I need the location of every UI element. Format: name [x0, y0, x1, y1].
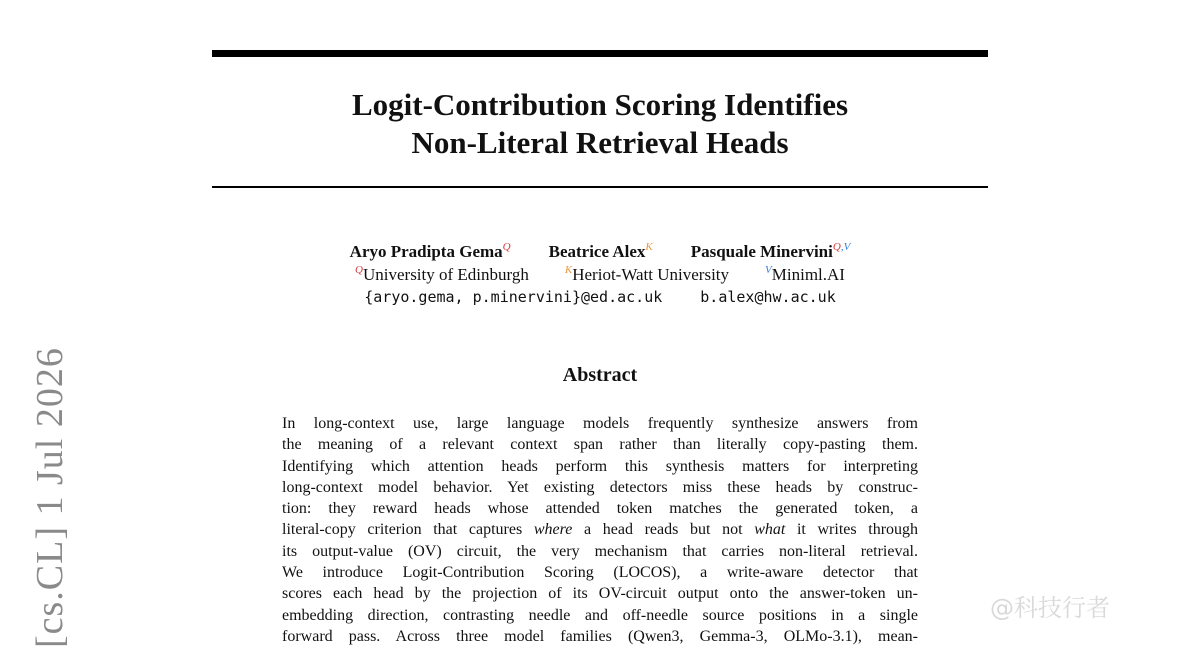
affil-mark: Q	[355, 264, 363, 276]
watermark: @科技行者	[990, 594, 1110, 622]
abstract-line: Identifying which attention heads perform this synthesis matters for interpreting	[282, 457, 918, 475]
author-name: Aryo Pradipta Gema	[349, 242, 503, 261]
abstract-line: long-context model behavior. Yet existing detectors miss these heads by construc-	[282, 478, 918, 496]
email: {aryo.gema, p.minervini}@ed.ac.uk	[364, 288, 663, 306]
abstract-line	[282, 519, 918, 540]
author-affil-mark-q: Q	[832, 241, 841, 253]
title-bottom-rule	[212, 186, 988, 188]
abstract-line: forward pass. Across three model families (Qwen3, Gemma-3, OLMo-3.1), mean-	[282, 627, 918, 645]
abstract-emphasis: what	[754, 521, 786, 539]
title-top-rule	[212, 50, 988, 57]
author-affil-mark: Q,V	[832, 241, 851, 253]
affiliations	[212, 263, 988, 286]
abstract-line: In long-context use, large language models frequently synthesize answers from	[282, 415, 918, 432]
author-name: Beatrice Alex	[548, 242, 646, 261]
affil-mark: V	[765, 264, 772, 276]
abstract-line: We introduce Logit-Contribution Scoring (LOCOS), a write-aware detector that	[282, 564, 918, 582]
author-affil-mark: K	[645, 241, 653, 253]
abstract-line: the meaning of a relevant context span rather than literally copy-pasting them.	[282, 436, 918, 454]
abstract-text-run: it writes through	[785, 521, 919, 539]
abstract-text-run: a head reads but not	[572, 521, 755, 539]
affiliation: Heriot-Watt University	[572, 265, 730, 284]
abstract-heading: Abstract	[562, 364, 638, 386]
abstract-text-run: literal-copy criterion that captures	[282, 521, 534, 539]
affil-mark: K	[564, 264, 573, 276]
abstract-line: scores each head by the projection of its OV-circuit output onto the answer-token un-	[282, 585, 918, 603]
abstract-line: embedding direction, contrasting needle and off-needle source positions in a single	[282, 606, 918, 624]
author-affil-mark: Q	[502, 241, 511, 253]
author-names	[212, 240, 988, 263]
email: b.alex@hw.ac.uk	[700, 288, 836, 306]
abstract-line: its output-value (OV) circuit, the very mechanism that carries non-literal retrieval.	[282, 542, 918, 560]
title-line: Logit-Contribution Scoring Identifies	[351, 87, 849, 122]
abstract-text	[282, 413, 918, 647]
title-line: Non-Literal Retrieval Heads	[411, 125, 789, 160]
author-block	[212, 240, 988, 309]
paper-title	[212, 86, 988, 162]
emails	[212, 286, 988, 309]
abstract-emphasis: where	[533, 521, 573, 539]
abstract-line: tion: they reward heads whose attended token matches the generated token, a	[282, 500, 918, 518]
arxiv-stamp: [cs.CL] 1 Jul 2026	[29, 347, 71, 648]
author-name: Pasquale Minervini	[690, 242, 833, 261]
affiliation: Miniml.AI	[771, 265, 845, 284]
affiliation: University of Edinburgh	[362, 265, 529, 284]
